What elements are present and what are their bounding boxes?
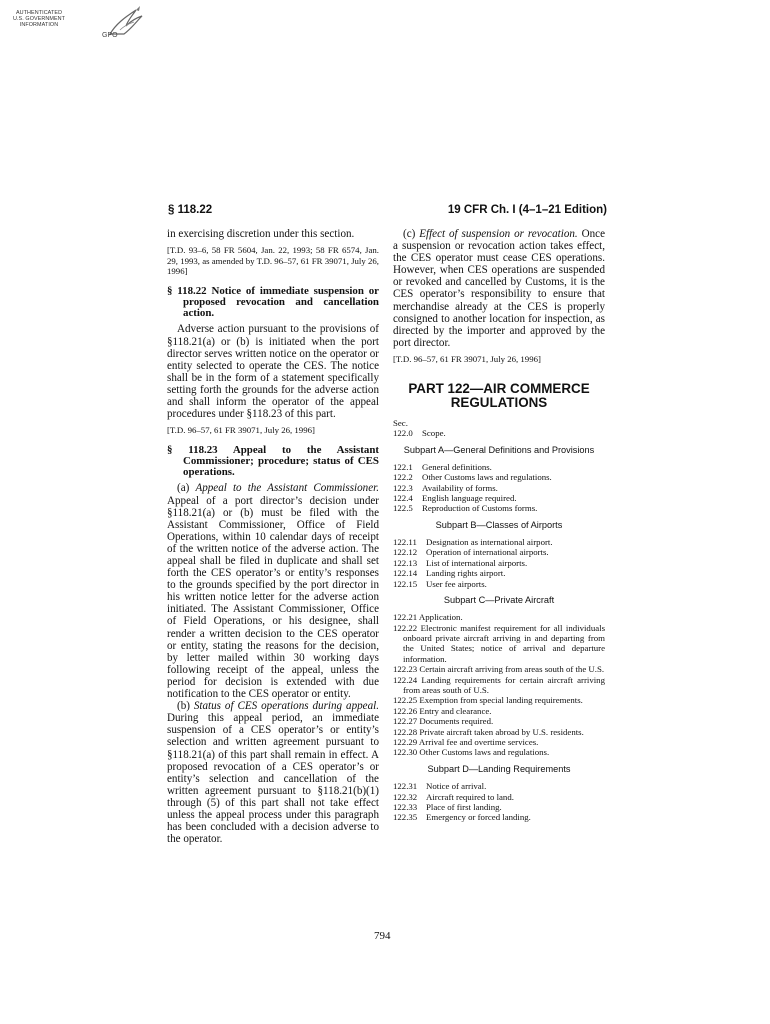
paragraph: Adverse action pursuant to the provisions of §118.21(a) or (b) is initiated when the port director serves written notice on the operator or entity selected to operate the CES. The notice shall be in the form of a statement specifically setting forth the grounds for the adverse action and shall inform the operator of the appeal procedures under §118.23 of this part. [167, 323, 379, 421]
subpart-a-heading: Subpart A—General Definitions and Provisions [403, 444, 595, 455]
toc-item: 122.30 Other Customs laws and regulations. [393, 747, 550, 758]
toc-list-c [393, 612, 605, 758]
citation: [T.D. 93–6, 58 FR 5604, Jan. 22, 1993; 58 FR 6574, Jan. 29, 1993, as amended by T.D. 96–57, 61 FR 39071, July 26, 1996] [167, 245, 379, 277]
page-number: 794 [374, 930, 391, 942]
toc-item: 122.21 Application. [393, 612, 463, 623]
toc-item: 122.1 General definitions. [393, 461, 492, 472]
gpo-label: GPO [102, 32, 118, 39]
citation: [T.D. 96–57, 61 FR 39071, July 26, 1996] [167, 425, 315, 436]
toc-item: 122.15 User fee airports. [393, 578, 487, 589]
paragraph-title: Appeal to the Assistant Commissioner. [195, 482, 379, 495]
left-column [167, 228, 379, 845]
toc-item: 122.26 Entry and clearance. [393, 705, 492, 716]
edition-header: 19 CFR Ch. I (4–1–21 Edition) [447, 204, 607, 216]
toc-list-b [393, 537, 605, 589]
subpart-d-heading: Subpart D—Landing Requirements [427, 763, 571, 774]
paragraph-title: Status of CES operations during appeal. [193, 700, 379, 713]
toc-item: 122.24 Landing requirements for certain aircraft arriving from areas south of U.S. [393, 674, 605, 696]
part-title: PART 122—AIR COMMERCE REGULATIONS [408, 380, 590, 410]
section-heading-118-22: § 118.22 Notice of immediate suspension or proposed revocation and cancellation action. [167, 284, 379, 320]
toc-item: 122.0 Scope. [393, 428, 446, 439]
toc-item: 122.3 Availability of forms. [393, 482, 498, 493]
toc-list-d [393, 781, 605, 823]
toc-item: 122.4 English language required. [393, 492, 517, 503]
subpart-c-heading: Subpart C—Private Aircraft [443, 595, 555, 605]
section-heading-118-23: § 118.23 Appeal to the Assistant Commissioner; procedure; status of CES operations. [167, 443, 379, 479]
section-header: § 118.22 [168, 204, 213, 216]
toc-item: 122.22 Electronic manifest requirement for all individuals onboard private aircraft arriving in and departing from the United States; notice of arrival and departure information. [393, 622, 605, 664]
toc-sec-label: Sec. [393, 417, 408, 428]
gpo-authentication-seal [6, 4, 146, 48]
toc-item: 122.33 Place of first landing. [393, 801, 502, 812]
right-column [393, 228, 605, 823]
paragraph-b: (b) Status of CES operations during appeal. During this appeal period, an immediate suspension of a CES operator’s or entity’s selection and written agreement pursuant to §118.21(a) of this part shall remain in effect. A proposed revocation of a CES operator’s or entity’s selection and cancellation of the written agreement pursuant to §118.21(b)(1) through (5) of this part shall not take effect unless the appeal process under this paragraph has been concluded with a decision adverse to the operator. [167, 700, 379, 846]
toc-item: 122.2 Other Customs laws and regulations. [393, 472, 552, 483]
paragraph-a: (a) Appeal to the Assistant Commissioner. Appeal of a port director’s decision under §118.21(a) or (b) must be filed with the Assistant Commissioner, Office of Field Operations, within 10 calendar days of receipt of the written notice of the adverse action. The appeal shall be filed in duplicate and shall set forth the CES operator’s or entity’s responses to the grounds specified by the port director in his written notice letter for the adverse action initiated. The Assistant Commissioner, Office of Field Operations, or his designee, shall render a written decision to the CES operator or entity, stating the reasons for the decision, by letter mailed within 30 working days following receipt of the appeal, unless the period for decision is extended with due notification to the CES operator or entity. [167, 482, 379, 701]
toc-item: 122.12 Operation of international airports. [393, 547, 549, 558]
citation: [T.D. 96–57, 61 FR 39071, July 26, 1996] [393, 353, 541, 364]
subpart-b-heading: Subpart B—Classes of Airports [435, 519, 563, 530]
toc-list-a [393, 462, 605, 514]
toc-item: 122.13 List of international airports. [393, 557, 528, 568]
toc-item: 122.35 Emergency or forced landing. [393, 812, 531, 823]
toc-item: 122.14 Landing rights airport. [393, 568, 506, 579]
toc-item: 122.28 Private aircraft taken abroad by U.S. residents. [393, 726, 584, 737]
toc-item: 122.5 Reproduction of Customs forms. [393, 503, 538, 514]
paragraph-title: Effect of suspension or revocation. [419, 228, 578, 240]
toc-item: 122.23 Certain aircraft arriving from areas south of the U.S. [393, 664, 605, 675]
toc-item: 122.29 Arrival fee and overtime services. [393, 737, 539, 748]
toc-item: 122.27 Documents required. [393, 716, 494, 727]
paragraph-c: (c) Effect of suspension or revocation. Once a suspension or revocation action takes effect, the CES operator must cease CES operations. However, when CES operations are suspended or revoked and cancelled by Customs, it is the CES operator’s responsibility to ensure that merchandise already at the CES is properly consigned to another location for inspection, as directed by the importer and approved by the port director. [393, 228, 605, 349]
toc-item: 122.25 Exemption from special landing requirements. [393, 695, 583, 706]
toc-item: 122.32 Aircraft required to land. [393, 791, 514, 802]
toc-item: 122.31 Notice of arrival. [393, 781, 487, 792]
paragraph: in exercising discretion under this section. [167, 228, 355, 240]
seal-text: AUTHENTICATED U.S. GOVERNMENT INFORMATION [12, 10, 66, 28]
toc-item: 122.11 Designation as international airport. [393, 536, 553, 547]
